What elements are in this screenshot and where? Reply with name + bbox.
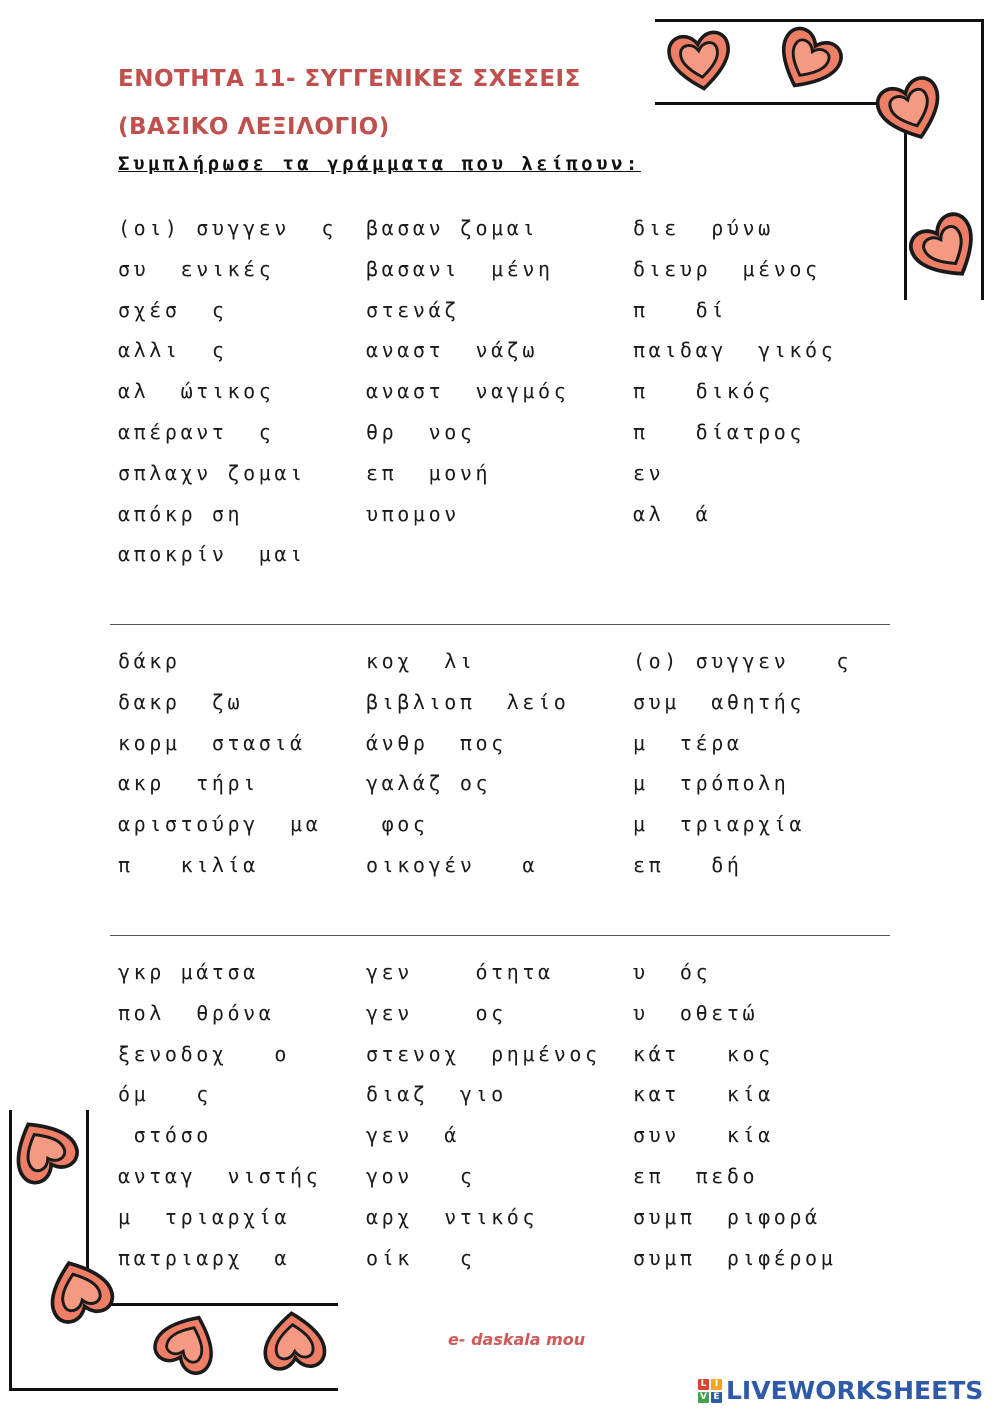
fill-in-word: (οι) συγγεν ς xyxy=(118,216,337,240)
fill-in-word: σχέσ ς xyxy=(118,298,228,322)
fill-in-word: γκρ μάτσα xyxy=(118,960,259,984)
fill-in-word: αλ ά xyxy=(633,502,712,526)
credit-text: e- daskala mou xyxy=(448,1330,586,1349)
fill-in-word: κορμ στασιά xyxy=(118,731,306,755)
liveworksheets-wordmark: LIVEWORKSHEETS xyxy=(726,1376,984,1405)
fill-in-word: π δικός xyxy=(633,379,774,403)
fill-in-word: διευρ μένος xyxy=(633,257,821,281)
fill-in-word: φος xyxy=(366,812,429,836)
fill-in-word: αλ ώτικος xyxy=(118,379,275,403)
section-divider xyxy=(110,935,890,936)
section-divider xyxy=(110,624,890,625)
fill-in-word: απέραντ ς xyxy=(118,420,275,444)
fill-in-word: συμπ ριφέρομ xyxy=(633,1246,837,1270)
fill-in-word: υπομον xyxy=(366,502,460,526)
fill-in-word: κοχ λι xyxy=(366,649,476,673)
heart-icon xyxy=(140,1296,233,1389)
liveworksheets-icon: L I V E xyxy=(698,1379,722,1403)
heart-icon xyxy=(659,19,740,100)
fill-in-word: (ο) συγγεν ς xyxy=(633,649,852,673)
fill-in-word: γαλάζ ος xyxy=(366,771,492,795)
fill-in-word: επ πεδο xyxy=(633,1164,759,1188)
fill-in-word: βασανι μένη xyxy=(366,257,554,281)
heart-icon xyxy=(0,1099,94,1200)
fill-in-word: κάτ κος xyxy=(633,1042,774,1066)
fill-in-word: αναστ νάζω xyxy=(366,338,539,362)
fill-in-word: π δί xyxy=(633,298,727,322)
fill-in-word: συν κία xyxy=(633,1123,774,1147)
frame-line xyxy=(655,19,984,22)
fill-in-word: υ ός xyxy=(633,960,712,984)
fill-in-word: γεν ά xyxy=(366,1123,460,1147)
fill-in-word: πολ θρόνα xyxy=(118,1001,275,1025)
fill-in-word: στενοχ ρημένος xyxy=(366,1042,601,1066)
fill-in-word: ξενοδοχ ο xyxy=(118,1042,291,1066)
fill-in-word: οίκ ς xyxy=(366,1246,476,1270)
page-subtitle: (ΒΑΣΙΚΟ ΛΕΞΙΛΟΓΙΟ) xyxy=(118,114,390,140)
fill-in-word: ανταγ νιστής xyxy=(118,1164,322,1188)
heart-icon xyxy=(32,1244,127,1339)
fill-in-word: διε ρύνω xyxy=(633,216,774,240)
fill-in-word: γεν ος xyxy=(366,1001,507,1025)
fill-in-word: γεν ότητα xyxy=(366,960,554,984)
instruction-text: Συμπλήρωσε τα γράμματα που λείπουν: xyxy=(118,153,641,175)
fill-in-word: διαζ γιο xyxy=(366,1082,507,1106)
fill-in-word: οικογέν α xyxy=(366,853,539,877)
frame-line xyxy=(9,1388,338,1391)
fill-in-word: π κιλία xyxy=(118,853,259,877)
fill-in-word: άνθρ πος xyxy=(366,731,507,755)
fill-in-word: γον ς xyxy=(366,1164,476,1188)
fill-in-word: υ οθετώ xyxy=(633,1001,759,1025)
fill-in-word: στενάζ xyxy=(366,298,460,322)
fill-in-word: μ τρόπολη xyxy=(633,771,790,795)
fill-in-word: πατριαρχ α xyxy=(118,1246,291,1270)
fill-in-word: μ τριαρχία xyxy=(118,1205,291,1229)
fill-in-word: αποκρίν μαι xyxy=(118,542,306,566)
fill-in-word: π δίατρος xyxy=(633,420,806,444)
fill-in-word: συ ενικές xyxy=(118,257,275,281)
fill-in-word: εν xyxy=(633,461,665,485)
fill-in-word: βιβλιοπ λείο xyxy=(366,690,570,714)
heart-icon xyxy=(255,1303,333,1381)
fill-in-word: απόκρ ση xyxy=(118,502,244,526)
fill-in-word: όμ ς xyxy=(118,1082,212,1106)
fill-in-word: αλλι ς xyxy=(118,338,228,362)
heart-icon xyxy=(864,62,959,157)
fill-in-word: δάκρ xyxy=(118,649,181,673)
fill-in-word: ακρ τήρι xyxy=(118,771,259,795)
fill-in-word: αρχ ντικός xyxy=(366,1205,539,1229)
fill-in-word: παιδαγ γικός xyxy=(633,338,837,362)
fill-in-word: συμ αθητής xyxy=(633,690,806,714)
fill-in-word: επ μονή xyxy=(366,461,492,485)
fill-in-word: μ τριαρχία xyxy=(633,812,806,836)
page-title: ΕΝΟΤΗΤΑ 11- ΣΥΓΓΕΝΙΚΕΣ ΣΧΕΣΕΙΣ xyxy=(118,66,581,92)
fill-in-word: συμπ ριφορά xyxy=(633,1205,821,1229)
fill-in-word: αριστούργ μα xyxy=(118,812,322,836)
fill-in-word: στόσο xyxy=(118,1123,212,1147)
fill-in-word: αναστ ναγμός xyxy=(366,379,570,403)
fill-in-word: μ τέρα xyxy=(633,731,743,755)
fill-in-word: βασαν ζομαι xyxy=(366,216,539,240)
fill-in-word: κατ κία xyxy=(633,1082,774,1106)
fill-in-word: επ δή xyxy=(633,853,743,877)
fill-in-word: σπλαχν ζομαι xyxy=(118,461,306,485)
liveworksheets-logo[interactable] xyxy=(698,1376,983,1405)
fill-in-word: δακρ ζω xyxy=(118,690,244,714)
heart-icon xyxy=(759,11,856,108)
fill-in-word: θρ νος xyxy=(366,420,476,444)
